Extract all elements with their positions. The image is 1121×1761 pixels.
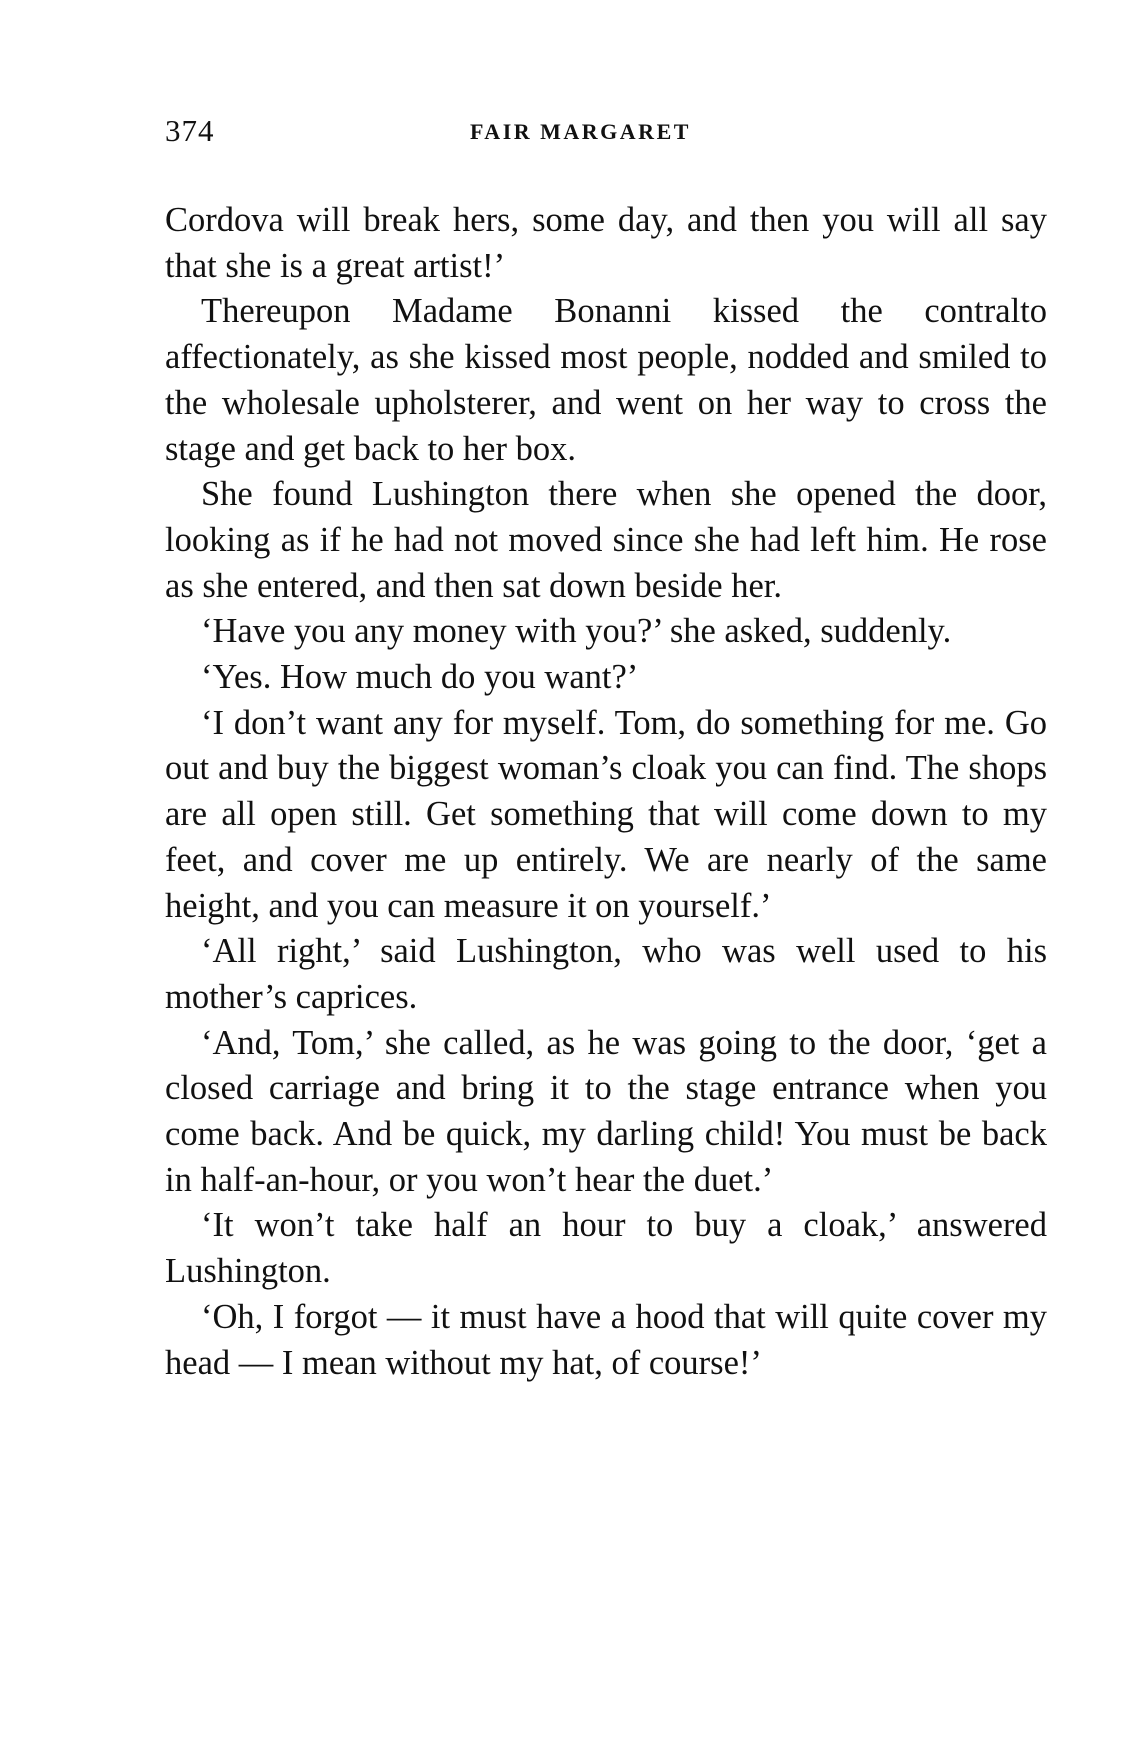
paragraph: ‘Oh, I forgot — it must have a hood that will quite cover my head — I mean without my hat, of course!’ [165,1297,1047,1382]
paragraph: She found Lushington there when she opened the door, looking as if he had not moved since she had left him. He rose as she entered, and then sat down beside her. [165,475,1047,605]
paragraph: ‘And, Tom,’ she called, as he was going to the door, ‘get a closed carriage and bring it to the stage entrance when you come back. And be quick, my darling child! You must be back in half-an-hour, or you won’t hear the duet.’ [165,1023,1047,1199]
paragraph: Cordova will break hers, some day, and then you will all say that she is a great artist!’ [165,201,1047,285]
paragraph: ‘All right,’ said Lushington, who was well used to his mother’s caprices. [165,932,1047,1016]
page-header [165,113,1047,153]
running-title: FAIR MARGARET [470,119,691,144]
paragraph: ‘Yes. How much do you want?’ [201,658,639,697]
paragraph: ‘It won’t take half an hour to buy a cloak,’ answered Lushington. [165,1206,1047,1291]
paragraph: Thereupon Madame Bonanni kissed the contralto affectionately, as she kissed most people, nodded and smiled to the wholesale upholsterer, and went on her way to cross the stage and get back to her box. [165,292,1047,468]
page-number: 374 [165,113,215,148]
paragraph: ‘I don’t want any for myself. Tom, do something for me. Go out and buy the biggest woman’s cloak you can find. The shops are all open still. Get something that will come down to my feet, and cover me up entirely. We are nearly of the same height, and you can measure it on yourself.’ [165,703,1047,925]
body-text [165,198,1047,1386]
paragraph: ‘Have you any money with you?’ she asked, suddenly. [201,612,952,651]
